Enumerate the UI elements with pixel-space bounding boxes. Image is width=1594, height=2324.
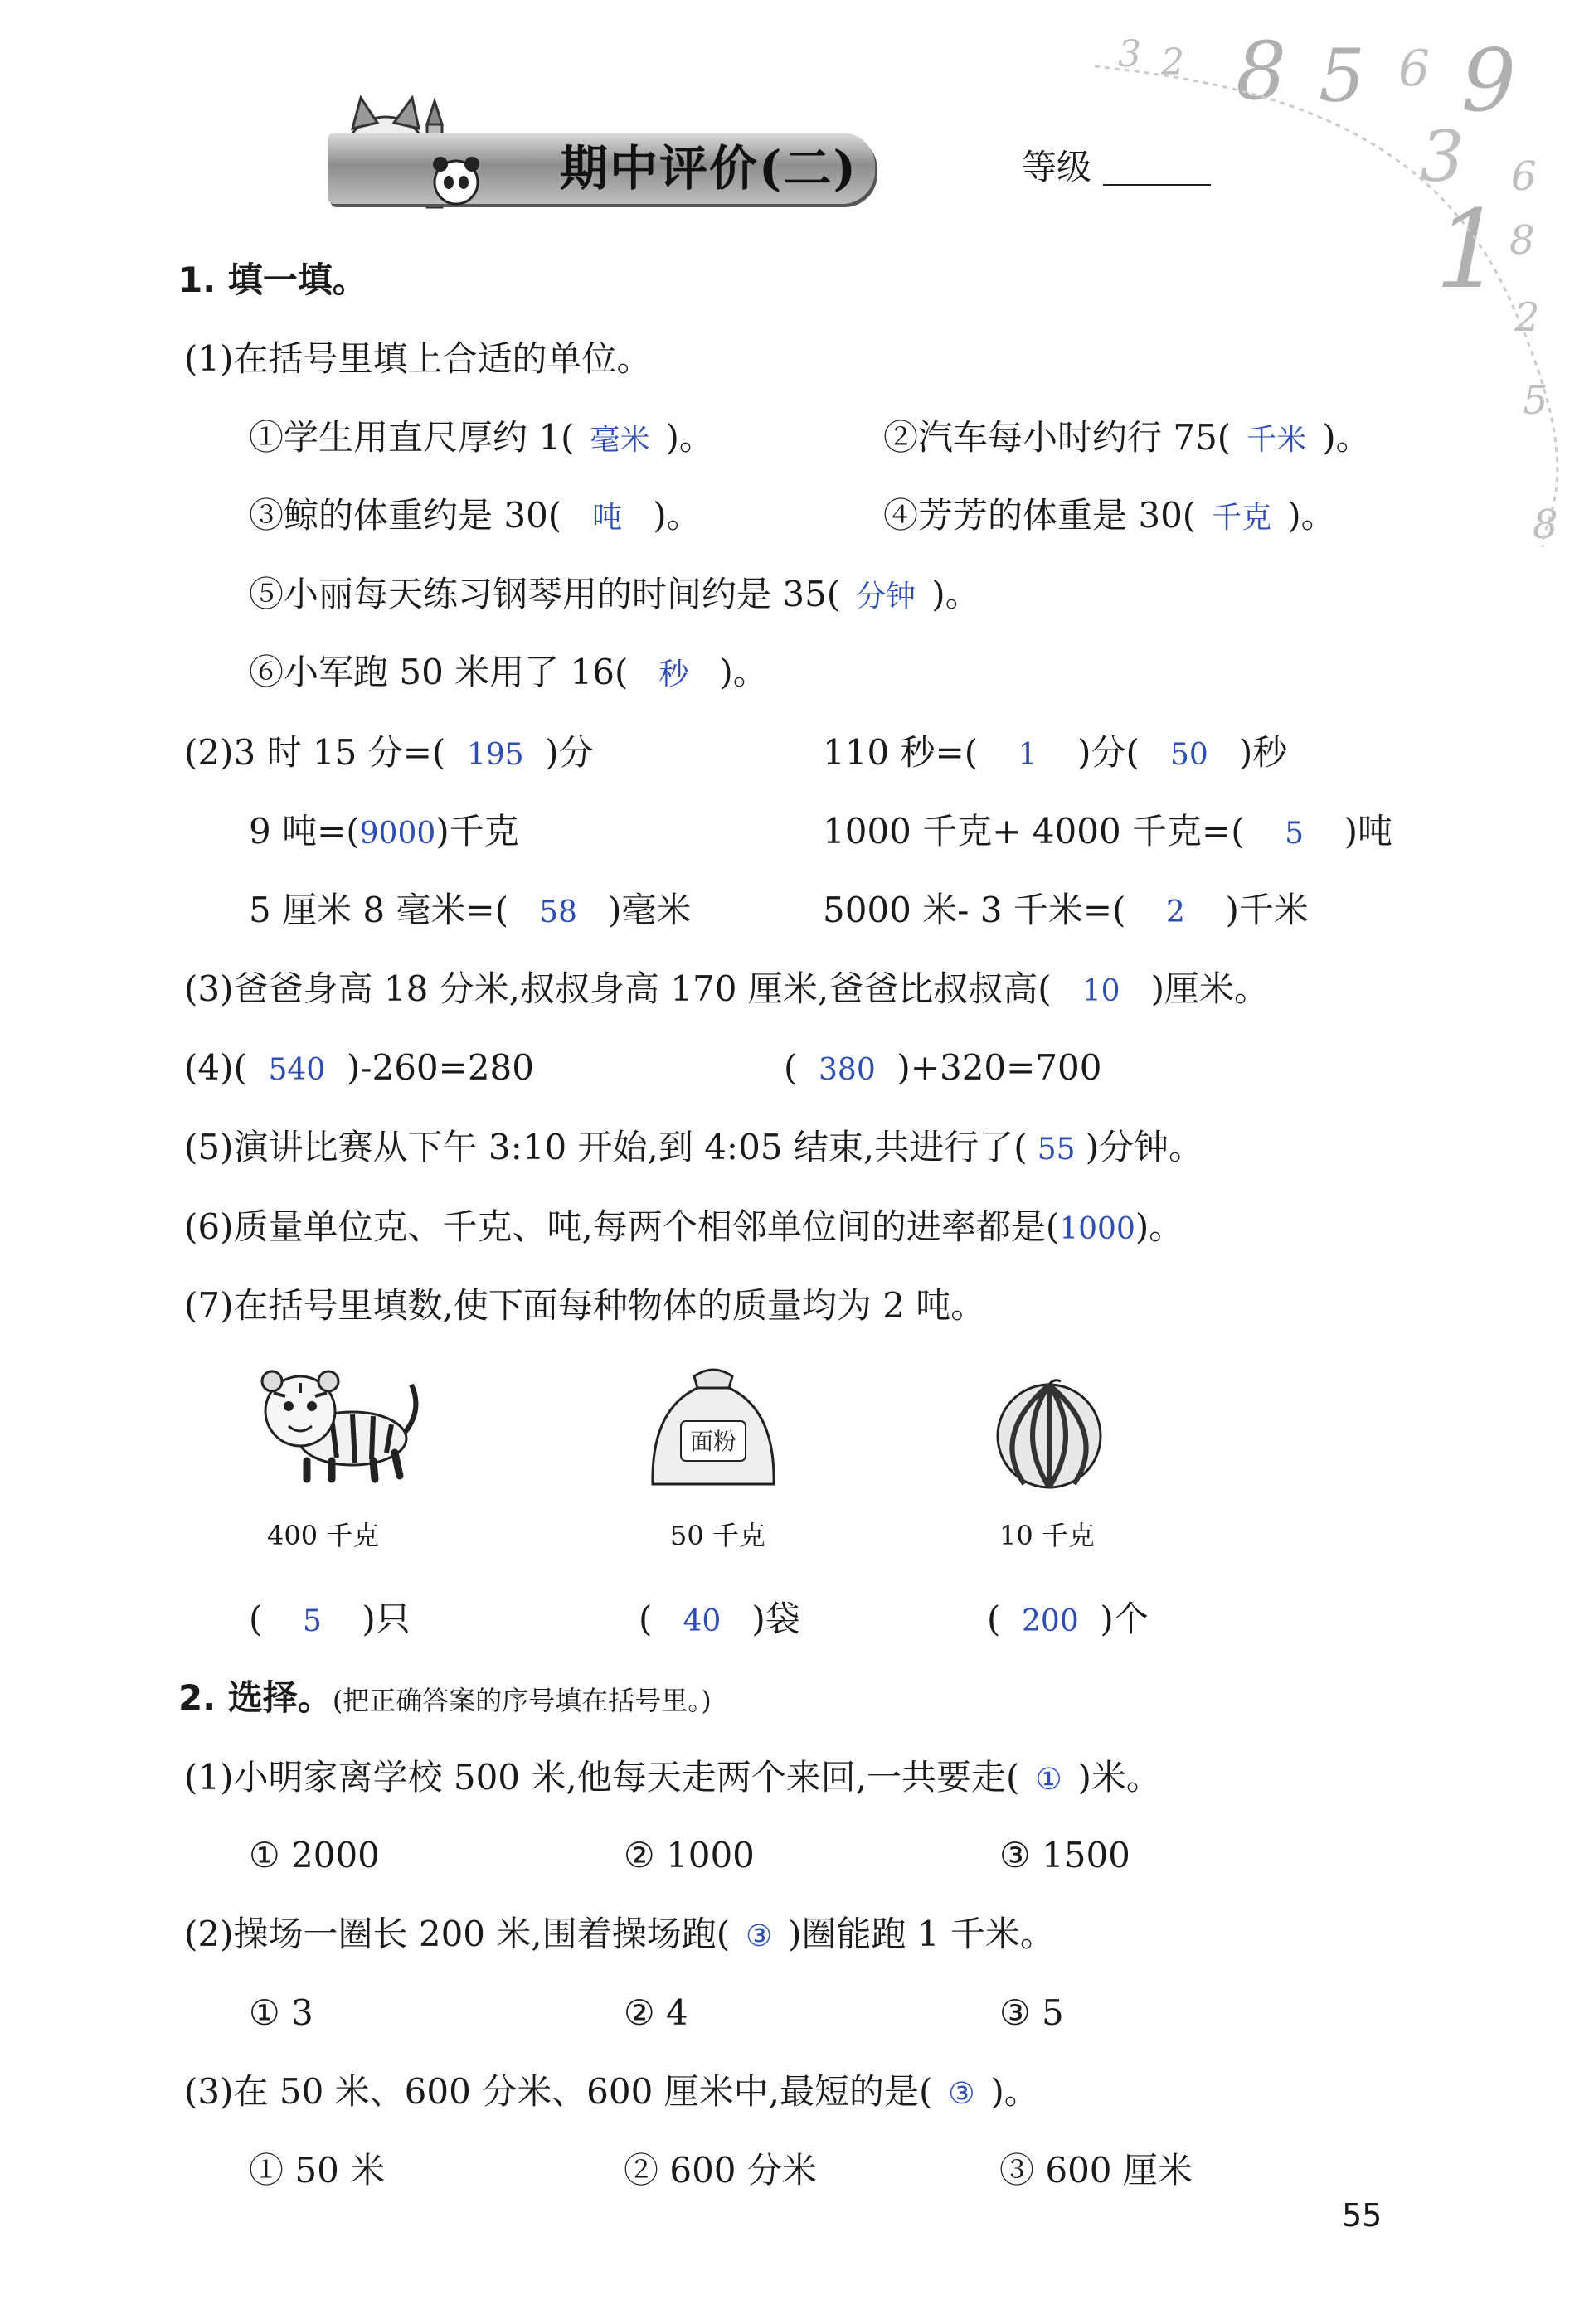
q2-item: (2)操场一圈长 200 米,围着操场跑( ③ )圈能跑 1 千米。 (184, 1911, 1055, 1960)
q2-option[interactable]: ③ 1500 (999, 1835, 1130, 1875)
q1-part2-item: (2)3 时 15 分=( 195 )分 (184, 730, 594, 779)
answer[interactable]: 1 (1018, 738, 1038, 772)
q1-part2-item: 1000 千克+ 4000 千克=( 5 )吨 (823, 808, 1392, 857)
page-title: 期中评价(二) (560, 140, 858, 196)
answer[interactable]: 50 (1169, 738, 1208, 772)
answer[interactable]: 200 (1022, 1604, 1079, 1638)
q1-part5: (5)演讲比赛从下午 3:10 开始,到 4:05 结束,共进行了( 55 )分钟。 (184, 1124, 1203, 1173)
grade-blank[interactable] (1103, 184, 1211, 186)
q1-part2-item: 110 秒=( 1 )分( 50 )秒 (823, 730, 1287, 779)
deco-digit: 5 (1523, 377, 1548, 424)
deco-digit: 3 (1118, 33, 1141, 75)
watermelon-answer-line: ( 200 )个 (987, 1596, 1149, 1645)
q2-option[interactable]: ③ 600 厘米 (999, 2150, 1193, 2191)
q1-part2-item: 9 吨=(9000)千克 (249, 808, 519, 857)
deco-curve-icon (1078, 50, 1576, 564)
q1-part4: (4)( 540 )-260=280 (184, 1045, 534, 1094)
q1-part3: (3)爸爸身高 18 分米,叔叔身高 170 厘米,爸爸比叔叔高( 10 )厘米。 (184, 966, 1269, 1015)
panda-icon (419, 149, 518, 216)
q2-option[interactable]: ③ 5 (999, 1992, 1064, 2033)
flour-bag-icon (643, 1360, 784, 1492)
answer[interactable]: ③ (745, 1919, 773, 1953)
answer[interactable]: 2 (1165, 895, 1185, 929)
answer[interactable]: 5 (302, 1604, 322, 1638)
deco-digit: 8 (1236, 25, 1287, 118)
answer[interactable]: 195 (466, 738, 524, 772)
answer[interactable]: 1000 (1059, 1212, 1135, 1246)
tiger-icon (249, 1360, 423, 1484)
deco-digit: 1 (1435, 187, 1504, 313)
flour-weight: 50 千克 (670, 1520, 765, 1551)
answer[interactable]: 40 (683, 1604, 722, 1638)
q1-part2-item: 5 厘米 8 毫米=( 58 )毫米 (249, 887, 691, 936)
deco-digit: 6 (1398, 40, 1431, 98)
q2-option[interactable]: ② 600 分米 (624, 2150, 817, 2191)
answer[interactable]: 千米 (1247, 423, 1307, 457)
q1-part6: (6)质量单位克、千克、吨,每两个相邻单位间的进率都是(1000)。 (184, 1204, 1183, 1253)
flour-answer-line: ( 40 )袋 (639, 1596, 800, 1645)
q1-part1-item: ④芳芳的体重是 30( 千克 )。 (883, 492, 1336, 541)
q1-part1-intro: (1)在括号里填上合适的单位。 (184, 338, 652, 379)
q2-option[interactable]: ① 2000 (249, 1835, 380, 1875)
deco-digit: 2 (1514, 294, 1540, 341)
question-1-title: 1. 填一填。 (178, 260, 367, 300)
q2-option[interactable]: ① 3 (249, 1992, 313, 2033)
watermelon-icon (991, 1376, 1107, 1492)
page-number: 55 (1342, 2197, 1383, 2234)
tiger-answer-line: ( 5 )只 (249, 1596, 411, 1645)
deco-digit: 8 (1509, 217, 1535, 264)
answer[interactable]: ③ (948, 2077, 975, 2111)
deco-digit: 5 (1319, 33, 1365, 119)
answer[interactable]: 毫米 (590, 423, 650, 457)
answer[interactable]: 55 (1037, 1133, 1076, 1167)
deco-digit: 2 (1161, 41, 1184, 84)
deco-digit: 6 (1511, 153, 1537, 200)
deco-digit: 3 (1420, 116, 1465, 197)
answer[interactable]: 吨 (592, 501, 623, 535)
q1-part7-intro: (7)在括号里填数,使下面每种物体的质量均为 2 吨。 (184, 1285, 986, 1326)
q1-part1-item: ⑥小军跑 50 米用了 16( 秒 )。 (249, 649, 768, 698)
answer[interactable]: ① (1035, 1763, 1062, 1797)
flour-bag-label: 面粉 (689, 1428, 737, 1455)
answer[interactable]: 380 (819, 1053, 876, 1087)
answer[interactable]: 9000 (359, 817, 436, 851)
answer[interactable]: 秒 (658, 657, 689, 691)
grade-label: 等级 (1022, 147, 1092, 187)
answer[interactable]: 58 (539, 895, 577, 929)
q2-option[interactable]: ② 1000 (624, 1835, 755, 1875)
q1-part1-item: ⑤小丽每天练习钢琴用的时间约是 35( 分钟 )。 (249, 571, 980, 620)
deco-digit: 8 (1533, 502, 1558, 548)
answer[interactable]: 分钟 (856, 580, 916, 614)
q1-part1-item: ①学生用直尺厚约 1( 毫米 )。 (249, 415, 714, 463)
watermelon-weight: 10 千克 (999, 1520, 1095, 1551)
tiger-weight: 400 千克 (267, 1520, 380, 1551)
q1-part2-item: 5000 米- 3 千米=( 2 )千米 (823, 887, 1309, 936)
q2-option[interactable]: ① 50 米 (249, 2150, 386, 2191)
q2-item: (3)在 50 米、600 分米、600 厘米中,最短的是( ③ )。 (184, 2069, 1039, 2118)
answer[interactable]: 千克 (1212, 501, 1272, 535)
question-2-note: (把正确答案的序号填在括号里。) (332, 1685, 712, 1716)
q1-part4: ( 380 )+320=700 (784, 1045, 1102, 1094)
deco-digit: 9 (1461, 30, 1517, 131)
q1-part1-item: ②汽车每小时约行 75( 千米 )。 (883, 415, 1371, 463)
q1-part1-item: ③鲸的体重约是 30( 吨 )。 (249, 492, 702, 541)
question-2-title: 2. 选择。(把正确答案的序号填在括号里。) (178, 1677, 712, 1718)
q2-option[interactable]: ② 4 (624, 1992, 688, 2033)
answer[interactable]: 10 (1081, 974, 1120, 1008)
q2-item: (1)小明家离学校 500 米,他每天走两个来回,一共要走( ① )米。 (184, 1754, 1161, 1803)
answer[interactable]: 5 (1285, 817, 1305, 851)
answer[interactable]: 540 (268, 1053, 326, 1087)
